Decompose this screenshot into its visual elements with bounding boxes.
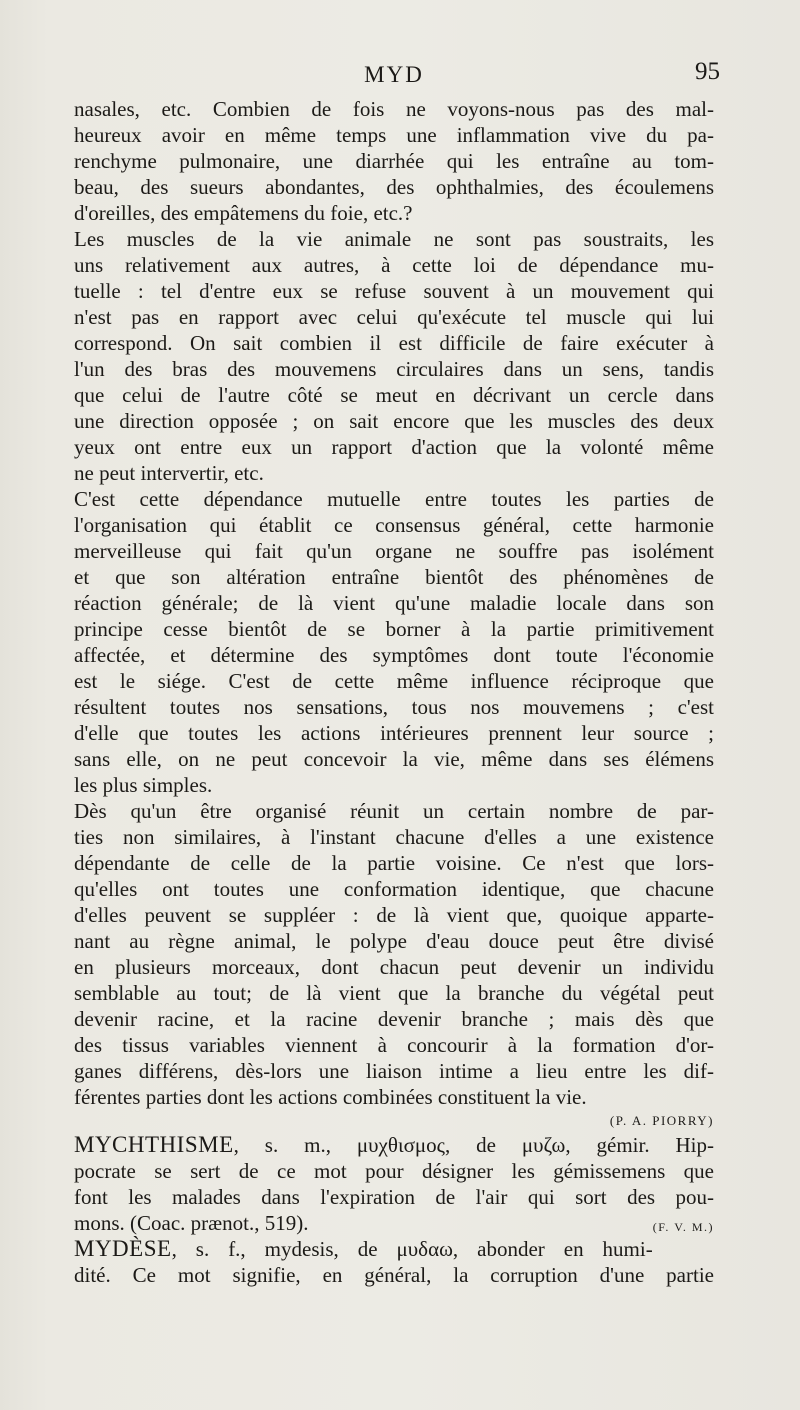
- text-line: Les muscles de la vie animale ne sont pas soustraits, les: [74, 227, 714, 251]
- main-text: [74, 96, 714, 1288]
- text-line: l'un des bras des mouvemens circulaires dans un sens, tandis: [74, 357, 714, 381]
- text-line: et que son altération entraîne bientôt des phénomènes de: [74, 565, 714, 589]
- text-line: yeux ont entre eux un rapport d'action que la volonté même: [74, 435, 714, 459]
- text-line: tuelle : tel d'entre eux se refuse souvent à un mouvement qui: [74, 279, 714, 303]
- entry-citation: mons. (Coac. prænot., 519).: [74, 1211, 309, 1235]
- text-line: affectée, et détermine des symptômes dont toute l'économie: [74, 643, 714, 667]
- dictionary-entry: [74, 1132, 714, 1236]
- text-line: n'est pas en rapport avec celui qu'exécute tel muscle qui lui: [74, 305, 714, 329]
- text-line: devenir racine, et la racine devenir branche ; mais dès que: [74, 1007, 714, 1031]
- text-line: correspond. On sait combien il est difficile de faire exécuter à: [74, 331, 714, 355]
- text-line: nasales, etc. Combien de fois ne voyons-nous pas des mal-: [74, 97, 714, 121]
- running-head: MYD: [364, 62, 424, 87]
- text-line: renchyme pulmonaire, une diarrhée qui les entraîne au tom-: [74, 149, 714, 173]
- text-line: que celui de l'autre côté se meut en décrivant un cercle dans: [74, 383, 714, 407]
- text-line: principe cesse bientôt de se borner à la partie primitivement: [74, 617, 714, 641]
- text-line: en plusieurs morceaux, dont chacun peut devenir un individu: [74, 955, 714, 979]
- paragraph: [74, 798, 714, 1110]
- paragraph: [74, 486, 714, 798]
- entry-first-line: [74, 1236, 714, 1262]
- text-line: des tissus variables viennent à concourir à la formation d'or-: [74, 1033, 714, 1057]
- page-number: 95: [695, 58, 720, 85]
- text-line: dité. Ce mot signifie, en général, la corruption d'une partie: [74, 1263, 714, 1287]
- text-line: qu'elles ont toutes une conformation identique, que chacune: [74, 877, 714, 901]
- author-signature: (P. A. PIORRY): [609, 1113, 714, 1128]
- text-line: résultent toutes nos sensations, tous nos mouvemens ; c'est: [74, 695, 714, 719]
- text-line: ganes différens, dès-lors une liaison intime a lieu entre les dif-: [74, 1059, 714, 1083]
- dictionary-entry: [74, 1236, 714, 1288]
- text-line: est le siége. C'est de cette même influence réciproque que: [74, 669, 714, 693]
- entry-definition-start: , s. m., μυχθισμος, de μυζω, gémir. Hip-: [233, 1133, 714, 1157]
- text-line: ties non similaires, à l'instant chacune d'elles a une existence: [74, 825, 714, 849]
- text-line: Dès qu'un être organisé réunit un certain nombre de par-: [74, 799, 714, 823]
- text-line: l'organisation qui établit ce consensus général, cette harmonie: [74, 513, 714, 537]
- text-line: font les malades dans l'expiration de l'air qui sort des pou-: [74, 1185, 714, 1209]
- paragraph: [74, 96, 714, 226]
- text-line: semblable au tout; de là vient que la branche du végétal peut: [74, 981, 714, 1005]
- text-line: uns relativement aux autres, à cette loi de dépendance mu-: [74, 253, 714, 277]
- text-line: ne peut intervertir, etc.: [74, 461, 264, 485]
- entry-headword: MYCHTHISME: [74, 1132, 234, 1157]
- entry-first-line: [74, 1132, 714, 1158]
- text-line: C'est cette dépendance mutuelle entre toutes les parties de: [74, 487, 714, 511]
- text-line: nant au règne animal, le polype d'eau douce peut être divisé: [74, 929, 714, 953]
- text-line: beau, des sueurs abondantes, des ophthalmies, des écoulemens: [74, 175, 714, 199]
- entry-definition-start: , s. f., mydesis, de μυδαω, abonder en humi-: [171, 1237, 653, 1261]
- text-line: d'elles peuvent se suppléer : de là vient que, quoique apparte-: [74, 903, 714, 927]
- text-line: dépendante de celle de la partie voisine. Ce n'est que lors-: [74, 851, 714, 875]
- entry-headword: MYDÈSE: [74, 1236, 172, 1261]
- text-line: d'elle que toutes les actions intérieures prennent leur source ;: [74, 721, 714, 745]
- entry-last-line: [74, 1210, 714, 1236]
- text-line: heureux avoir en même temps une inflammation vive du pa-: [74, 123, 714, 147]
- page-header: [74, 58, 720, 94]
- text-line: merveilleuse qui fait qu'un organe ne souffre pas isolément: [74, 539, 714, 563]
- text-line: sans elle, on ne peut concevoir la vie, même dans ses élémens: [74, 747, 714, 771]
- text-line: les plus simples.: [74, 773, 213, 797]
- text-line: férentes parties dont les actions combinées constituent la vie.: [74, 1085, 587, 1109]
- entry-signature: (F. V. M.): [652, 1220, 714, 1234]
- text-line: réaction générale; de là vient qu'une maladie locale dans son: [74, 591, 714, 615]
- paragraph: [74, 226, 714, 486]
- text-line: une direction opposée ; on sait encore que les muscles des deux: [74, 409, 714, 433]
- text-line: d'oreilles, des empâtemens du foie, etc.?: [74, 201, 413, 225]
- text-line: pocrate se sert de ce mot pour désigner les gémissemens que: [74, 1159, 714, 1183]
